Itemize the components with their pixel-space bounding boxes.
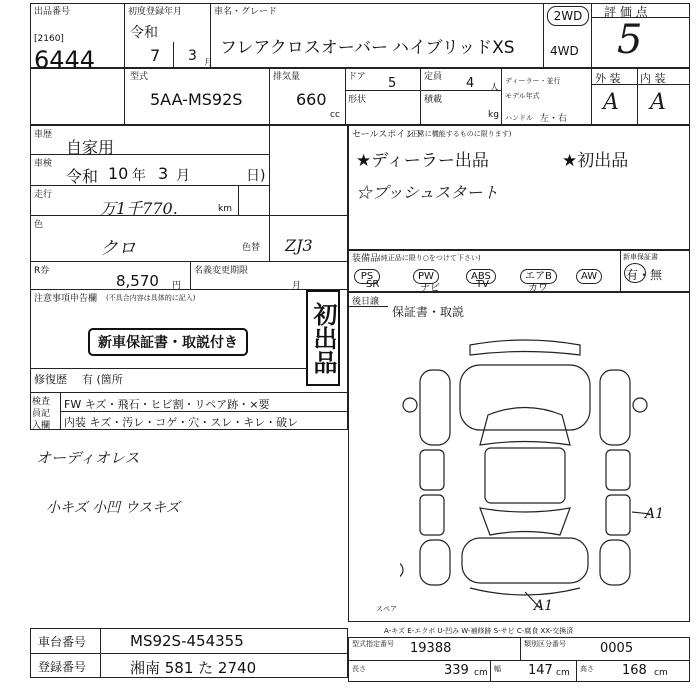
note-scratches: 小キズ 小凹 ウスキズ <box>46 500 180 516</box>
equip-tv: TV <box>476 279 489 290</box>
recycle-label: R券 <box>34 266 50 276</box>
reg-month: 3 <box>188 48 197 64</box>
repair: 有 (箇所 <box>82 373 123 386</box>
right-mirror-shape <box>633 398 647 412</box>
left-rear-fender-shape <box>420 540 450 585</box>
int-label: 内 装 <box>640 72 666 85</box>
door-label: ドア <box>348 72 366 82</box>
mileage-unit: km <box>218 204 232 214</box>
color-label: 色 <box>34 220 44 230</box>
month-unit: 月 <box>176 168 190 184</box>
width-label: 幅 <box>494 665 501 673</box>
plate-label: 登録番号 <box>38 660 87 674</box>
disp-unit: cc <box>330 110 340 120</box>
color-change-label: 色替 <box>242 243 261 253</box>
length-unit: cm <box>474 668 488 678</box>
mileage-label: 走行 <box>34 190 53 200</box>
equip-navi: ナビ <box>420 283 440 294</box>
front-bumper-shape <box>470 340 580 355</box>
capacity: 4 <box>466 76 475 91</box>
spare-label: スペア <box>376 605 397 613</box>
ext-label: 外 装 <box>595 72 621 85</box>
reg-month-unit: 月 <box>204 58 214 68</box>
new-warranty-circle <box>624 263 646 283</box>
equip-sr: SR <box>366 279 380 290</box>
sales-note: (正常に機能するものに限ります) <box>408 130 512 138</box>
score-label: 評 価 点 <box>604 5 648 19</box>
ext-grade: A <box>603 90 619 115</box>
sales-point-push-start: ☆プッシュスタート <box>356 183 499 202</box>
load-unit: kg <box>488 110 499 120</box>
length-label: 長さ <box>352 665 366 673</box>
year-unit: 年 <box>132 168 146 184</box>
class-label: 類別区分番号 <box>524 640 566 648</box>
cap-label: 定員 <box>424 72 443 82</box>
note-audio-less: オーディオレス <box>36 449 140 467</box>
length: 339 <box>444 663 469 678</box>
width-unit: cm <box>556 668 570 678</box>
left-front-door-shape <box>420 450 444 490</box>
equip-leather: カワ <box>528 283 548 294</box>
displacement: 660 <box>296 90 327 109</box>
equip-airbag: エアB <box>520 269 557 284</box>
class-no: 0005 <box>600 641 634 656</box>
car-grade: ハイブリッドXS <box>392 38 515 58</box>
color-code: ZJ3 <box>285 236 313 255</box>
car-condition-diagram <box>400 330 650 610</box>
roof-shape <box>485 448 565 503</box>
history-label: 車歴 <box>34 130 53 140</box>
sales-point-first: ★初出品 <box>562 151 629 171</box>
left-mirror-shape <box>403 398 417 412</box>
mark-right-door: A1 <box>645 506 665 522</box>
drive-4wd: 4WD <box>550 44 579 58</box>
shape-label: 形状 <box>348 95 367 105</box>
post-label: 後日譲 <box>352 297 380 307</box>
remarks-label: 注意事項申告欄 <box>34 294 98 304</box>
rear-window-shape <box>480 508 570 535</box>
color: クロ <box>100 238 136 259</box>
lot-no-label: 出品番号 <box>34 7 71 17</box>
plate-no: 湘南 581 た 2740 <box>130 659 257 677</box>
model: 5AA-MS92S <box>150 90 243 109</box>
warranty-stamp: 新車保証書・取説付き <box>88 328 248 356</box>
drive-2wd: 2WD <box>547 6 589 26</box>
left-rear-door-shape <box>420 495 444 535</box>
right-front-door-shape <box>606 450 630 490</box>
rear-bumper-shape <box>470 588 580 595</box>
handle-label: ハンドル <box>505 114 533 122</box>
fw-line: FW キズ・飛石・ヒビ割・リペア跡・×要 <box>64 398 270 411</box>
interior-line: 内装 キズ・汚レ・コゲ・穴・スレ・キレ・破レ <box>64 416 299 429</box>
model-year-label: モデル年式 <box>505 92 540 100</box>
equip-aw: AW <box>576 269 602 284</box>
load-label: 積載 <box>424 95 443 105</box>
inspection-year: 10 <box>108 164 129 183</box>
int-grade: A <box>650 90 666 115</box>
doors: 5 <box>388 76 397 91</box>
hood-shape <box>460 365 590 430</box>
remarks-note: (不具合内容は具体的に記入) <box>106 294 196 302</box>
spare-tire-shape <box>400 562 403 578</box>
inspection-month: 3 <box>158 164 169 183</box>
lot-number: 6444 <box>34 46 96 74</box>
sales-label: セールスポイント <box>352 130 424 140</box>
windshield-shape <box>480 408 570 446</box>
score: 5 <box>617 17 643 63</box>
chassis-no: MS92S-454355 <box>130 632 244 650</box>
type-cert: 19388 <box>410 641 452 656</box>
inspection-label: 車検 <box>34 159 53 169</box>
equip-top-aw <box>576 264 602 284</box>
mileage: 万1千770. <box>100 199 178 218</box>
history: 自家用 <box>66 138 115 157</box>
width: 147 <box>528 663 553 678</box>
dealer-stamp: 初出品 <box>306 290 340 386</box>
dealer-label: ディーラー・並行 <box>505 77 561 85</box>
disp-label: 排気量 <box>273 72 301 82</box>
right-front-fender-shape <box>600 370 630 445</box>
expiry-month: 月 <box>292 281 302 291</box>
type-cert-label: 型式指定番号 <box>352 640 394 648</box>
model-label: 型式 <box>130 72 149 82</box>
recycle-fee: 8,570 <box>116 272 159 290</box>
right-rear-door-shape <box>606 495 630 535</box>
damage-legend: A-キズ E-エクボ U-凹み W-補修跡 S-サビ C-腐食 XX-交換済 <box>384 627 574 635</box>
height: 168 <box>622 663 647 678</box>
height-label: 高さ <box>580 665 594 673</box>
left-front-fender-shape <box>420 370 450 445</box>
sales-point-dealer: ★ディーラー出品 <box>356 151 489 171</box>
reg-label: 初度登録年月 <box>128 7 183 17</box>
yen: 円 <box>172 281 182 291</box>
new-warranty-label: 新車保証書 <box>623 253 658 261</box>
warranty-expiry-label: 名義変更期限 <box>194 266 249 276</box>
mark-rear: A1 <box>534 598 554 614</box>
day-label: 日) <box>246 168 266 184</box>
inspector-label: 検査員記入欄 <box>32 397 51 431</box>
handle: 左・右 <box>540 114 568 124</box>
new-warranty: 有・無 <box>626 268 663 282</box>
equip-note: (純正品に限り○をつけて下さい) <box>378 254 481 262</box>
chassis-label: 車台番号 <box>38 635 87 649</box>
equip-abs: ABS <box>466 269 496 284</box>
height-unit: cm <box>654 668 668 678</box>
lot-code: [2160] <box>34 34 64 44</box>
equip-label: 装備品 <box>352 254 380 264</box>
reg-era: 令和 <box>130 25 158 41</box>
right-rear-fender-shape <box>600 540 630 585</box>
equip-pw: PW <box>413 269 439 284</box>
reg-year: 7 <box>150 46 161 65</box>
trunk-shape <box>462 538 588 583</box>
car-name: フレアクロスオーバー <box>220 38 388 58</box>
post-items: 保証書・取説 <box>392 305 465 319</box>
cap-unit: 人 <box>490 83 500 93</box>
inspection-era: 令和 <box>66 167 99 186</box>
name-label: 車名・グレード <box>214 7 278 17</box>
repair-label: 修復歴 <box>34 373 67 386</box>
equip-ps: PS <box>354 269 380 284</box>
